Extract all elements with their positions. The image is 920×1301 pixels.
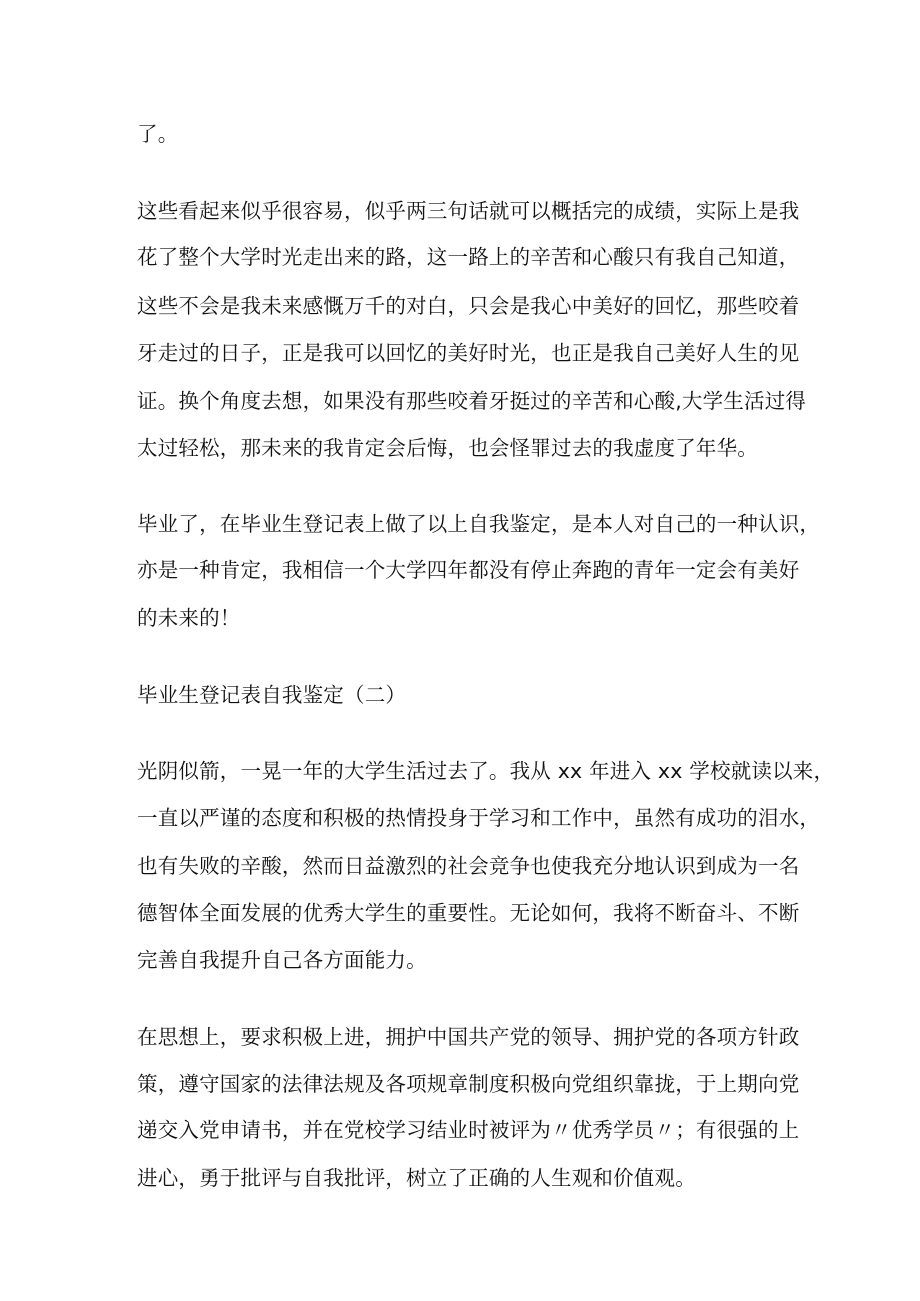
paragraph-line: 也有失败的辛酸，然而日益激烈的社会竞争也使我充分地认识到成为一名 (137, 854, 800, 878)
paragraph-line: 德智体全面发展的优秀大学生的重要性。无论如何，我将不断奋斗、不断 (137, 901, 800, 925)
paragraph-line: 太过轻松，那未来的我肯定会后悔，也会怪罪过去的我虚度了年华。 (137, 436, 758, 460)
paragraph-line: 毕业了，在毕业生登记表上做了以上自我鉴定，是本人对自己的一种认识， (137, 512, 821, 536)
paragraph-line: 这些不会是我未来感慨万千的对白，只会是我心中美好的回忆，那些咬着 (137, 294, 800, 318)
paragraph-line: 亦是一种肯定，我相信一个大学四年都没有停止奔跑的青年一定会有美好 (137, 558, 800, 582)
paragraph-line: 证。换个角度去想，如果没有那些咬着牙挺过的辛苦和心酸,大学生活过得 (137, 389, 807, 413)
paragraph-line: 了。 (137, 122, 179, 146)
paragraph-line: 这些看起来似乎很容易，似乎两三句话就可以概括完的成绩，实际上是我 (137, 199, 800, 223)
paragraph-line: 一直以严谨的态度和积极的热情投身于学习和工作中，虽然有成功的泪水， (137, 806, 821, 830)
paragraph-line: 完善自我提升自己各方面能力。 (137, 948, 427, 972)
paragraph-line: 的未来的！ (137, 606, 241, 630)
section-heading: 毕业生登记表自我鉴定（二） (137, 683, 407, 707)
paragraph-line: 递交入党申请书，并在党校学习结业时被评为〃优秀学员〃；有很强的上 (137, 1118, 800, 1142)
paragraph-line: 牙走过的日子，正是我可以回忆的美好时光，也正是我自己美好人生的见 (137, 341, 800, 365)
paragraph-line: 策，遵守国家的法律法规及各项规章制度积极向党组织靠拢，于上期向党 (137, 1072, 800, 1096)
paragraph-line: 花了整个大学时光走出来的路，这一路上的辛苦和心酸只有我自己知道， (137, 245, 800, 269)
paragraph-line: 进心，勇于批评与自我批评，树立了正确的人生观和价值观。 (137, 1166, 696, 1190)
paragraph-line: 在思想上，要求积极上进，拥护中国共产党的领导、拥护党的各项方针政 (137, 1025, 800, 1049)
paragraph-line: 光阴似箭，一晃一年的大学生活过去了。我从 xx 年进入 xx 学校就读以来， (137, 759, 835, 783)
